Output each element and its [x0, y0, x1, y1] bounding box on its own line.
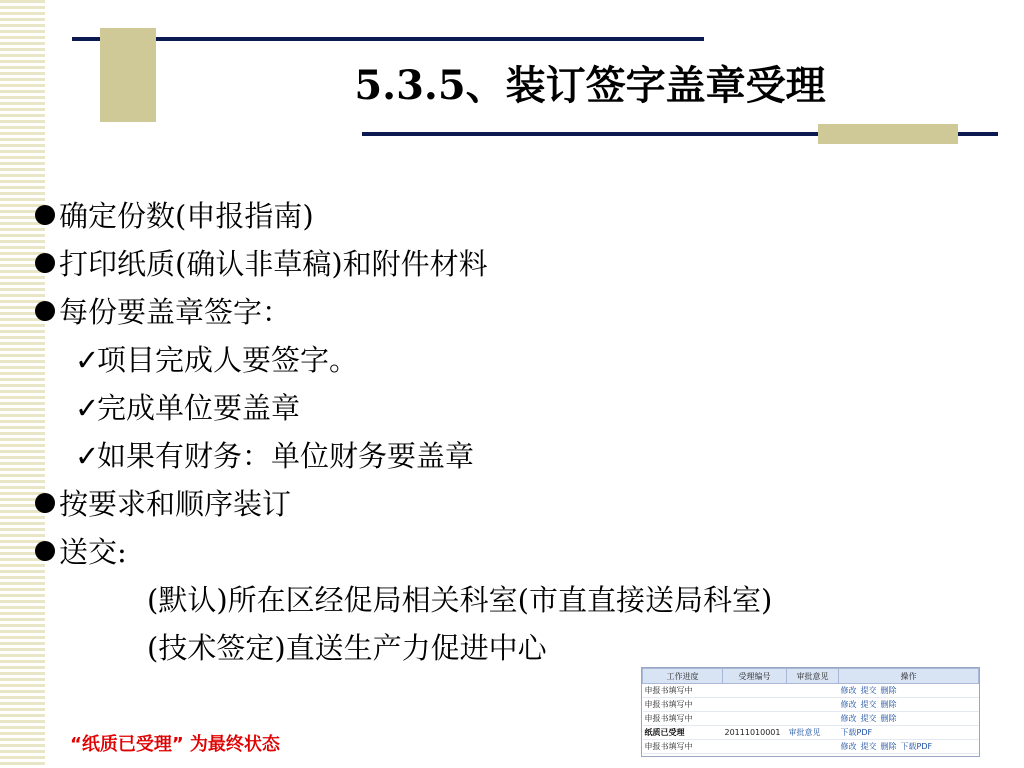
delivery-detail: (技术签定)直送生产力促进中心 [147, 631, 547, 665]
checkmark-icon: ✓ [75, 391, 100, 425]
delete-link[interactable]: 删除 [880, 742, 897, 751]
table-row [643, 684, 979, 698]
edit-link[interactable]: 修改 [840, 700, 857, 709]
download-pdf-link[interactable]: 下载PDF [900, 742, 933, 751]
progress-table [642, 668, 979, 754]
cell-operations [839, 698, 979, 712]
check-item: ✓项目完成人要签字。 [35, 336, 772, 384]
table-row [643, 726, 979, 740]
submit-link[interactable]: 提交 [860, 714, 877, 723]
cell-operations [839, 726, 979, 740]
submit-link[interactable]: 提交 [860, 742, 877, 751]
top-decorative-block [100, 28, 156, 122]
edit-link[interactable]: 修改 [840, 686, 857, 695]
cell-number [723, 740, 787, 754]
header-number: 受理编号 [723, 669, 787, 684]
submit-link[interactable]: 提交 [860, 686, 877, 695]
checkmark-icon: ✓ [75, 439, 100, 473]
bullet-dot-icon [35, 541, 55, 561]
cell-status: 纸质已受理 [643, 726, 723, 740]
bullet-dot-icon [35, 493, 55, 513]
cell-operations [839, 712, 979, 726]
bullet-dot-icon [35, 301, 55, 321]
header-opinion: 审批意见 [787, 669, 839, 684]
cell-opinion [787, 726, 839, 740]
cell-opinion [787, 684, 839, 698]
bullet-list [35, 192, 772, 672]
opinion-link[interactable]: 审批意见 [788, 728, 821, 737]
bullet-item: 确定份数(申报指南) [35, 192, 772, 240]
cell-number: 20111010001 [723, 726, 787, 740]
table-header-row [643, 669, 979, 684]
cell-opinion [787, 698, 839, 712]
progress-table-screenshot [641, 667, 980, 757]
cell-status: 申报书填写中 [643, 698, 723, 712]
delivery-detail: (默认)所在区经促局相关科室(市直直接送局科室) [147, 583, 773, 617]
slide-title: 5.3.5、装订签字盖章受理 [354, 62, 826, 109]
checkmark-icon: ✓ [75, 343, 100, 377]
bullet-item: 打印纸质(确认非草稿)和附件材料 [35, 240, 772, 288]
bullet-item: 按要求和顺序装订 [35, 480, 772, 528]
edit-link[interactable]: 修改 [840, 742, 857, 751]
cell-number [723, 698, 787, 712]
bottom-decorative-block [818, 124, 958, 144]
table-row [643, 740, 979, 754]
cell-status: 申报书填写中 [643, 740, 723, 754]
bullet-item: 每份要盖章签字： [35, 288, 772, 336]
cell-status: 申报书填写中 [643, 712, 723, 726]
download-pdf-link[interactable]: 下载PDF [840, 728, 873, 737]
delete-link[interactable]: 删除 [880, 686, 897, 695]
table-row [643, 712, 979, 726]
cell-number [723, 712, 787, 726]
bullet-dot-icon [35, 205, 55, 225]
final-status-note: “纸质已受理” 为最终状态 [70, 734, 280, 755]
top-decorative-line [72, 37, 704, 41]
bullet-dot-icon [35, 253, 55, 273]
cell-number [723, 684, 787, 698]
cell-operations [839, 684, 979, 698]
edit-link[interactable]: 修改 [840, 714, 857, 723]
submit-link[interactable]: 提交 [860, 700, 877, 709]
bullet-item: 送交: [35, 528, 772, 576]
cell-status: 申报书填写中 [643, 684, 723, 698]
cell-opinion [787, 740, 839, 754]
check-item: ✓完成单位要盖章 [35, 384, 772, 432]
check-item: ✓如果有财务：单位财务要盖章 [35, 432, 772, 480]
header-operations: 操作 [839, 669, 979, 684]
cell-opinion [787, 712, 839, 726]
delete-link[interactable]: 删除 [880, 714, 897, 723]
delete-link[interactable]: 删除 [880, 700, 897, 709]
header-progress: 工作进度 [643, 669, 723, 684]
table-row [643, 698, 979, 712]
cell-operations [839, 740, 979, 754]
